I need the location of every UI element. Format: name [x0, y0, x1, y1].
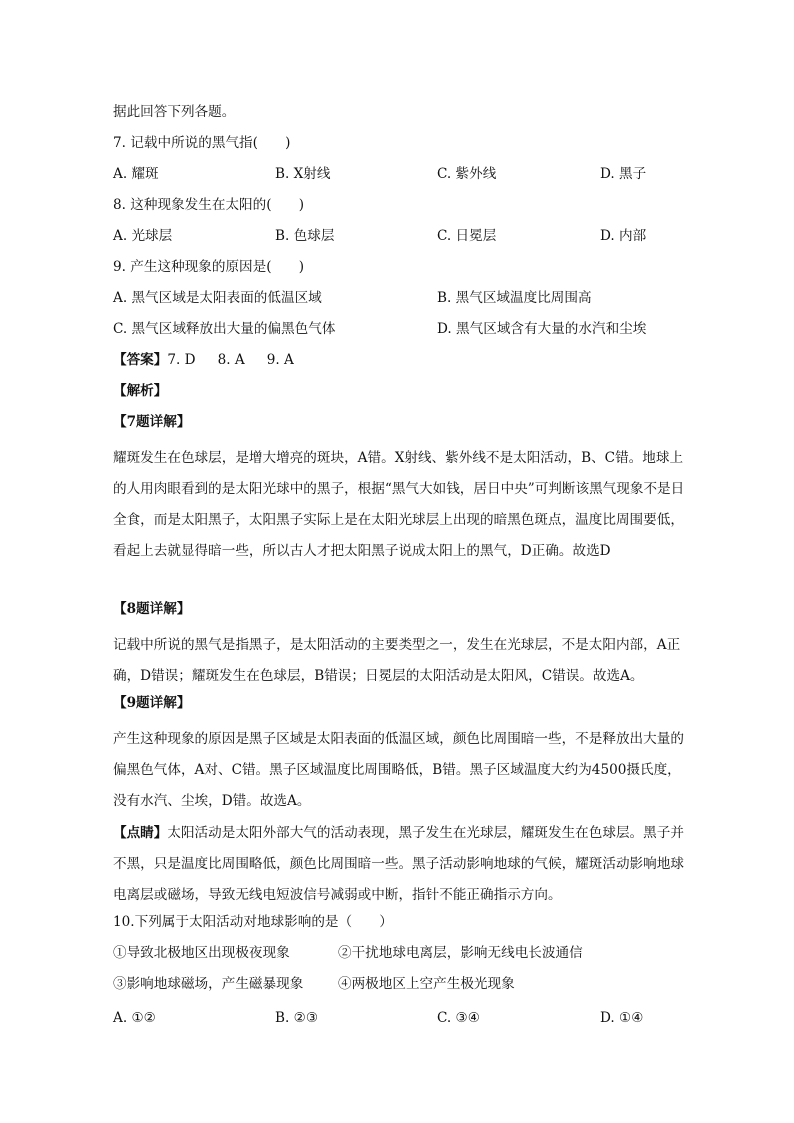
q8-option-d[interactable]: D. 内部	[600, 228, 647, 244]
q8-option-c[interactable]: C. 日冕层	[437, 228, 497, 244]
q9-option-a[interactable]: A. 黑气区域是太阳表面的低温区域	[113, 290, 322, 306]
q10-choice-1: ①导致北极地区出现极夜现象	[113, 945, 290, 961]
detail9-text: 产生这种现象的原因是黑子区域是太阳表面的低温区域，颜色比周围暗一些，不是释放出大量的偏黑色气体，A对、C错。黑子区域温度比周围略低，B错。黑子区域温度大约为4500摄氏度，没有水汽、尘埃，D错。故选A。	[113, 731, 684, 809]
q10-option-b[interactable]: B. ②③	[275, 1010, 319, 1026]
q10-option-c[interactable]: C. ③④	[437, 1010, 480, 1026]
detail7-label: 【7题详解】	[113, 414, 191, 430]
q8-option-b[interactable]: B. 色球层	[275, 228, 335, 244]
q7-option-a[interactable]: A. 耀斑	[113, 166, 159, 182]
detail8-label: 【8题详解】	[113, 601, 191, 617]
q9-option-d[interactable]: D. 黑气区域含有大量的水汽和尘埃	[437, 321, 647, 337]
answer-label: 【答案】	[113, 352, 168, 368]
q10-choice-3: ③影响地球磁场，产生磁暴现象	[113, 976, 304, 992]
q9-option-b[interactable]: B. 黑气区域温度比周围高	[437, 290, 592, 306]
analysis-label: 【解析】	[113, 383, 168, 399]
answer-line	[113, 350, 686, 370]
q9-option-c[interactable]: C. 黑气区域释放出大量的偏黑色气体	[113, 321, 336, 337]
answer-item-7: 7. D	[167, 352, 196, 368]
q7-stem: 7. 记载中所说的黑气指( )	[113, 135, 291, 151]
q10-option-d[interactable]: D. ①④	[600, 1010, 644, 1026]
detail8-text: 记载中所说的黑气是指黑子，是太阳活动的主要类型之一，发生在光球层，不是太阳内部，A正确，D错误；耀斑发生在色球层，B错误；日冕层的太阳活动是太阳风，C错误。故选A。	[113, 637, 681, 684]
note-text: 太阳活动是太阳外部大气的活动表现，黑子发生在光球层，耀斑发生在色球层。黑子并不黑，只是温度比周围略低，颜色比周围暗一些。黑子活动影响地球的气候，耀斑活动影响地球电离层或磁场，导致无线电短波信号减弱或中断，指针不能正确指示方向。	[113, 825, 684, 903]
detail9-label: 【9题详解】	[113, 695, 191, 711]
answer-item-9: 9. A	[266, 352, 294, 368]
q7-option-b[interactable]: B. X射线	[275, 166, 331, 182]
note-label: 【点睛】	[113, 825, 168, 841]
intro-text: 据此回答下列各题。	[113, 104, 236, 120]
q9-stem: 9. 产生这种现象的原因是( )	[113, 259, 305, 275]
q10-stem: 10.下列属于太阳活动对地球影响的是（ ）	[113, 914, 393, 930]
q7-option-c[interactable]: C. 紫外线	[437, 166, 497, 182]
detail7-text: 耀斑发生在色球层，是增大增亮的斑块，A错。X射线、紫外线不是太阳活动，B、C错。地球上的人用肉眼看到的是太阳光球中的黑子，根据“黑气大如钱，居日中央”可判断该黑气现象不是日全食，而是太阳黑子，太阳黑子实际上是在太阳光球层上出现的暗黑色斑点，温度比周围要低，看起上去就显得暗一些，所以古人才把太阳黑子说成太阳上的黑气，D正确。故选D	[113, 450, 685, 559]
note-block	[113, 818, 686, 911]
q8-option-a[interactable]: A. 光球层	[113, 228, 173, 244]
q10-choice-2: ②干扰地球电离层，影响无线电长波通信	[338, 945, 583, 961]
q10-option-a[interactable]: A. ①②	[113, 1010, 156, 1026]
answer-item-8: 8. A	[217, 352, 245, 368]
q8-stem: 8. 这种现象发生在太阳的( )	[113, 197, 305, 213]
q10-choice-4: ④两极地区上空产生极光现象	[338, 976, 515, 992]
q7-option-d[interactable]: D. 黑子	[600, 166, 647, 182]
